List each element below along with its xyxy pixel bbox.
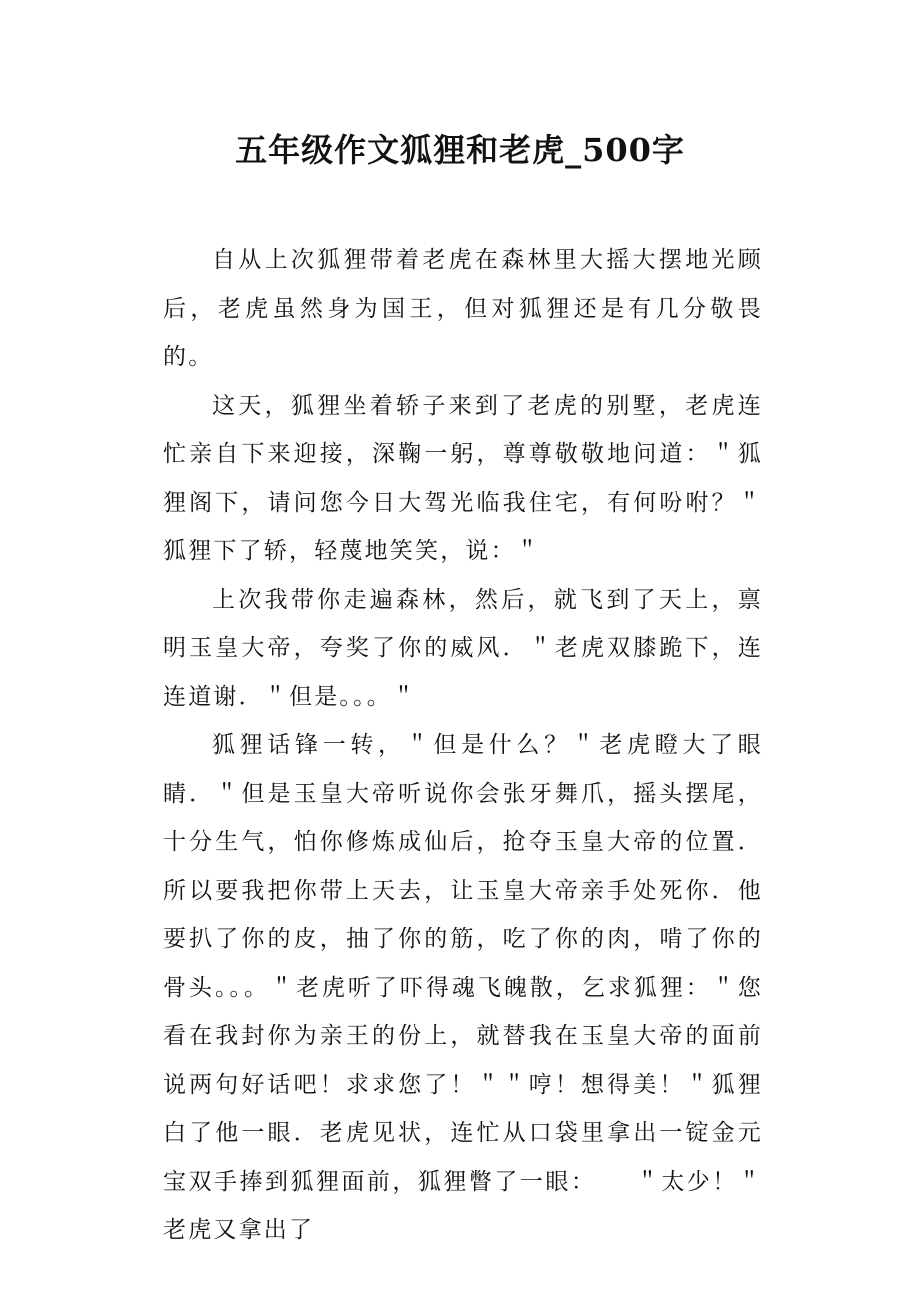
article-body xyxy=(163,236,763,1255)
paragraph-3: 上次我带你走遍森林，然后，就飞到了天上，禀明玉皇大帝，夸奖了你的威风．＂老虎双膝跪下，连连道谢．＂但是。。。＂ xyxy=(163,586,763,710)
page-title: 五年级作文狐狸和老虎_500字 xyxy=(235,131,685,169)
paragraph-4: 狐狸话锋一转，＂但是什么？＂老虎瞪大了眼睛．＂但是玉皇大帝听说你会张牙舞爪，摇头摆尾，十分生气，怕你修炼成仙后，抢夺玉皇大帝的位置．所以要我把你带上天去，让玉皇大帝亲手处死你．他要扒了你的皮，抽了你的筋，吃了你的肉，啃了你的骨头。。。＂老虎听了吓得魂飞魄散，乞求狐狸：＂您看在我封你为亲王的份上，就替我在玉皇大帝的面前说两句好话吧！求求您了！＂＂哼！想得美！＂狐狸白了他一眼．老虎见状，连忙从口袋里拿出一锭金元宝双手捧到狐狸面前，狐狸瞥了一眼： ＂太少！＂老虎又拿出了 xyxy=(163,732,763,1243)
paragraph-2: 这天，狐狸坐着轿子来到了老虎的别墅，老虎连忙亲自下来迎接，深鞠一躬，尊尊敬敬地问道：＂狐狸阁下，请问您今日大驾光临我住宅，有何吩咐？＂狐狸下了轿，轻蔑地笑笑，说：＂ xyxy=(163,392,763,564)
paragraph-1: 自从上次狐狸带着老虎在森林里大摇大摆地光顾后，老虎虽然身为国王，但对狐狸还是有几分敬畏的。 xyxy=(163,247,763,370)
